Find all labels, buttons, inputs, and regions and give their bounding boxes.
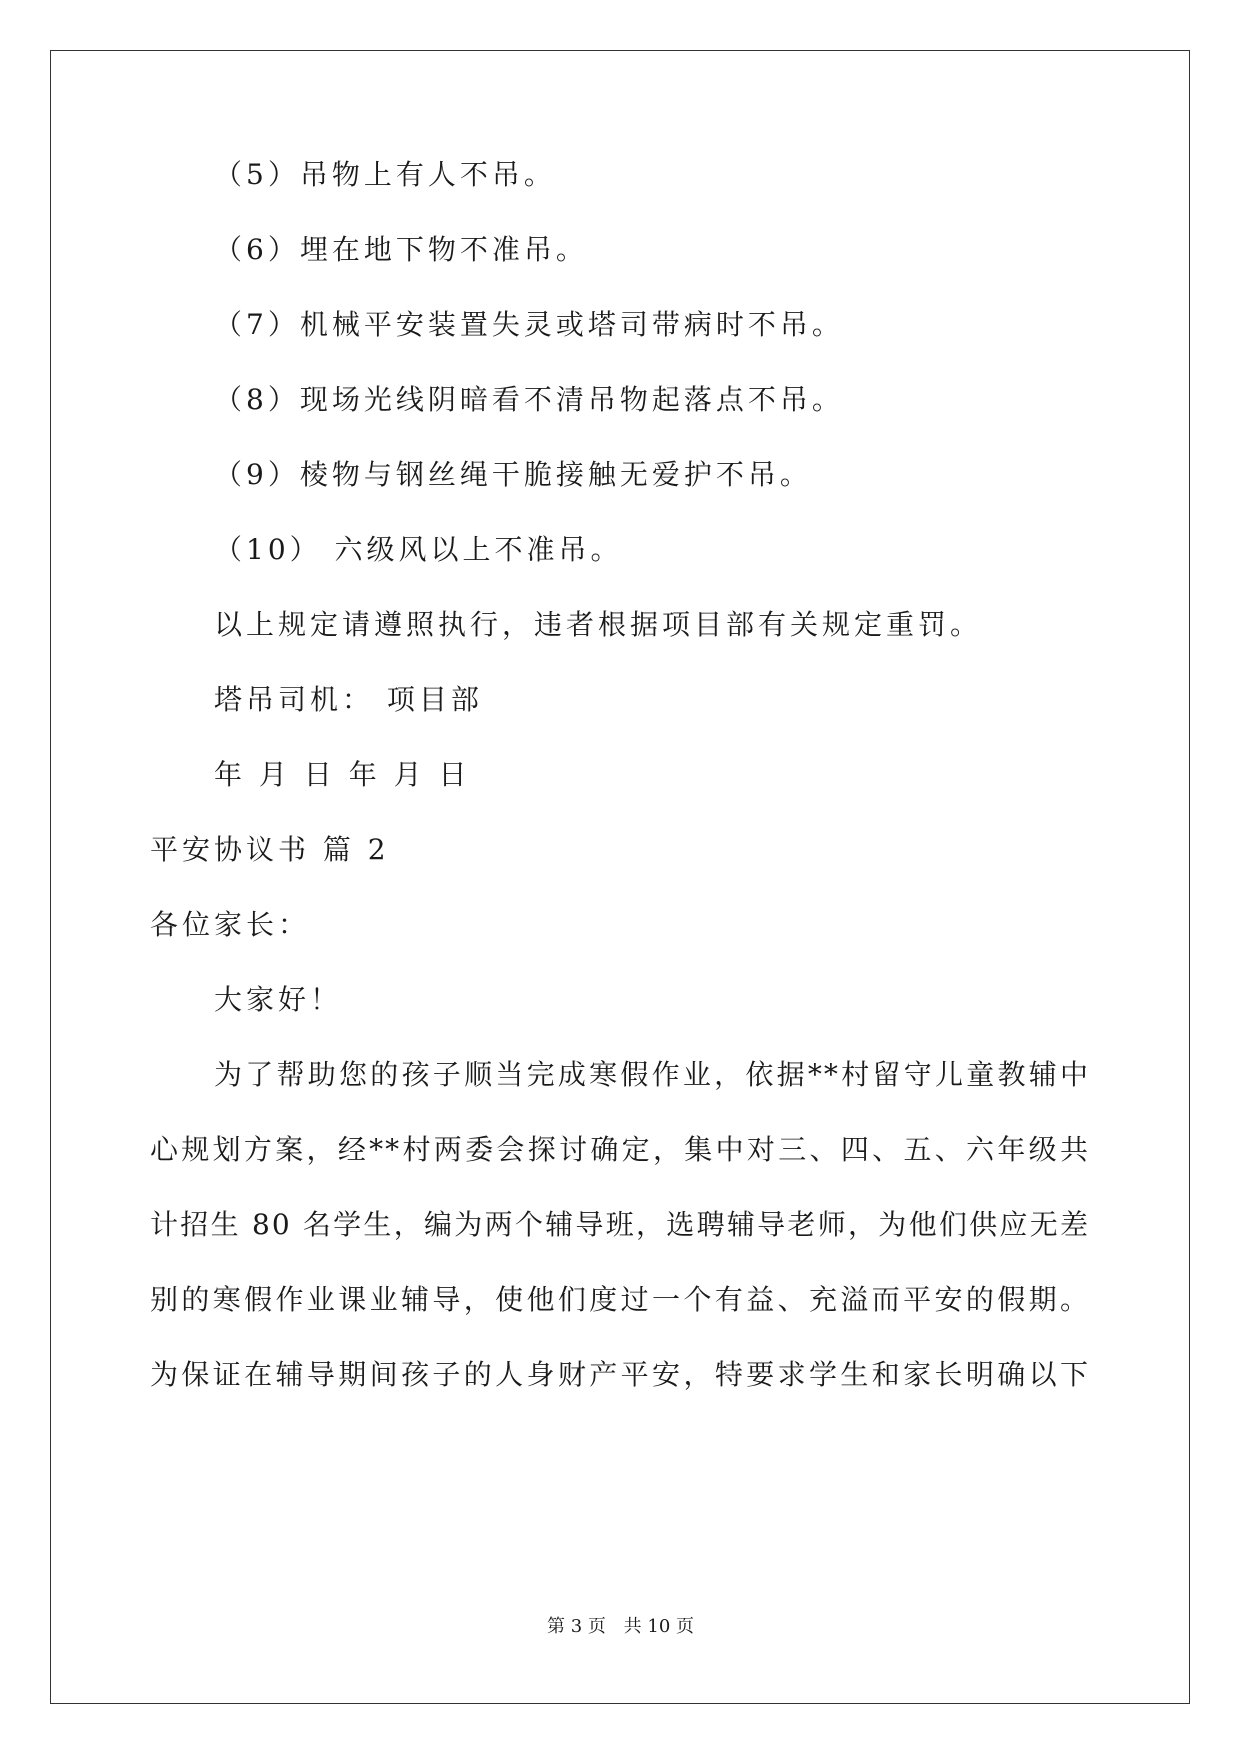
signature-line: 塔吊司机： 项目部 [214, 683, 483, 716]
greeting: 大家好！ [214, 983, 343, 1016]
page-footer [0, 1612, 1241, 1638]
rule-item-10: （10） 六级风以上不准吊。 [214, 533, 623, 566]
section-heading: 平安协议书 篇 2 [150, 833, 390, 866]
paragraph-line: 为了帮助您的孩子顺当完成寒假作业，依据**村留守儿童教辅中 [214, 1058, 1090, 1091]
page-border [50, 50, 1190, 1704]
paragraph-line: 心规划方案，经**村两委会探讨确定，集中对三、四、五、六年级共 [150, 1133, 1090, 1166]
paragraph-line: 别的寒假作业课业辅导，使他们度过一个有益、充溢而平安的假期。 [150, 1283, 1090, 1316]
paragraph-line: 为保证在辅导期间孩子的人身财产平安，特要求学生和家长明确以下 [150, 1358, 1090, 1391]
rule-item-7: （7）机械平安装置失灵或塔司带病时不吊。 [214, 308, 844, 341]
paragraph-line: 计招生 80 名学生，编为两个辅导班，选聘辅导老师，为他们供应无差 [150, 1208, 1090, 1241]
total-pages: 共 10 页 [623, 1616, 694, 1637]
closing-statement: 以上规定请遵照执行，违者根据项目部有关规定重罚。 [214, 608, 983, 641]
date-line: 年 月 日 年 月 日 [214, 758, 471, 791]
rule-item-8: （8）现场光线阴暗看不清吊物起落点不吊。 [214, 383, 844, 416]
rule-item-6: （6）埋在地下物不准吊。 [214, 233, 588, 266]
salutation: 各位家长： [150, 908, 311, 941]
rule-item-9: （9）棱物与钢丝绳干脆接触无爱护不吊。 [214, 458, 812, 491]
rule-item-5: （5）吊物上有人不吊。 [214, 158, 556, 191]
page-number: 第 3 页 [547, 1616, 606, 1637]
